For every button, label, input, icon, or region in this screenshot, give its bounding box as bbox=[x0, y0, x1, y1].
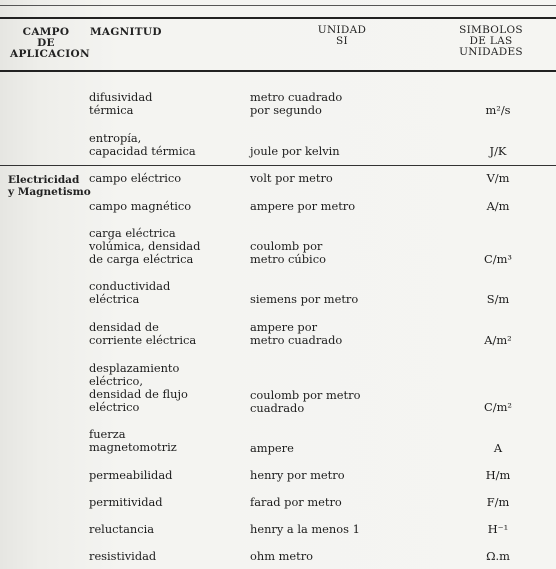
magnitud-cell: difusividad térmica bbox=[89, 90, 153, 117]
magnitud-cell: campo magnético bbox=[89, 199, 192, 213]
header-magnitud: MAGNITUD bbox=[90, 26, 162, 38]
simbolo-cell: Ω.m bbox=[486, 549, 510, 563]
magnitud-cell: desplazamiento eléctrico, densidad de flujo eléctrico bbox=[89, 361, 188, 414]
header-unidad: UNIDAD SI bbox=[317, 24, 367, 47]
magnitud-cell: reluctancia bbox=[89, 522, 155, 536]
magnitud-cell: permitividad bbox=[89, 495, 163, 509]
unidad-cell: ampere por metro bbox=[250, 199, 356, 213]
unidad-cell: volt por metro bbox=[250, 171, 333, 185]
unidad-cell: siemens por metro bbox=[250, 292, 359, 306]
section-electricidad-magnetismo: Electricidad y Magnetismo bbox=[8, 174, 91, 198]
header-simbolos: SIMBOLOS DE LAS UNIDADES bbox=[459, 24, 523, 58]
unidad-cell: farad por metro bbox=[250, 495, 342, 509]
unidad-cell: joule por kelvin bbox=[250, 144, 340, 158]
unidad-cell: henry a la menos 1 bbox=[250, 522, 360, 536]
simbolo-cell: S/m bbox=[486, 292, 510, 306]
simbolo-cell: C/m² bbox=[484, 400, 512, 414]
simbolo-cell: m²/s bbox=[485, 103, 511, 117]
unidad-cell: ampere por metro cuadrado bbox=[250, 320, 343, 347]
top-border-thin bbox=[0, 5, 556, 6]
magnitud-cell: conductividad eléctrica bbox=[89, 279, 171, 306]
simbolo-cell: V/m bbox=[486, 171, 510, 185]
magnitud-cell: entropía, capacidad térmica bbox=[89, 131, 196, 158]
magnitud-cell: carga eléctrica volúmica, densidad de carga eléctrica bbox=[89, 226, 201, 266]
simbolo-cell: A/m bbox=[486, 199, 510, 213]
unidad-cell: henry por metro bbox=[250, 468, 345, 482]
simbolo-cell: H/m bbox=[485, 468, 511, 482]
header-rule bbox=[0, 70, 556, 72]
simbolo-cell: J/K bbox=[489, 144, 507, 158]
magnitud-cell: campo eléctrico bbox=[89, 171, 182, 185]
unidad-cell: coulomb por metro cúbico bbox=[250, 239, 326, 266]
unidad-cell: ohm metro bbox=[250, 549, 314, 563]
section-rule bbox=[0, 165, 556, 166]
simbolo-cell: F/m bbox=[486, 495, 510, 509]
simbolo-cell: A bbox=[493, 441, 503, 455]
simbolo-cell: C/m³ bbox=[484, 252, 512, 266]
top-border bbox=[0, 17, 556, 19]
magnitud-cell: resistividad bbox=[89, 549, 157, 563]
unidad-cell: metro cuadrado por segundo bbox=[250, 90, 343, 117]
header-campo: CAMPO DE APLICACION bbox=[10, 26, 90, 60]
unidad-cell: coulomb por metro cuadrado bbox=[250, 388, 361, 415]
magnitud-cell: fuerza magnetomotriz bbox=[89, 427, 177, 454]
unidad-cell: ampere bbox=[250, 441, 294, 455]
simbolo-cell: A/m² bbox=[484, 333, 512, 347]
magnitud-cell: permeabilidad bbox=[89, 468, 173, 482]
simbolo-cell: H⁻¹ bbox=[487, 522, 509, 536]
magnitud-cell: densidad de corriente eléctrica bbox=[89, 320, 197, 347]
